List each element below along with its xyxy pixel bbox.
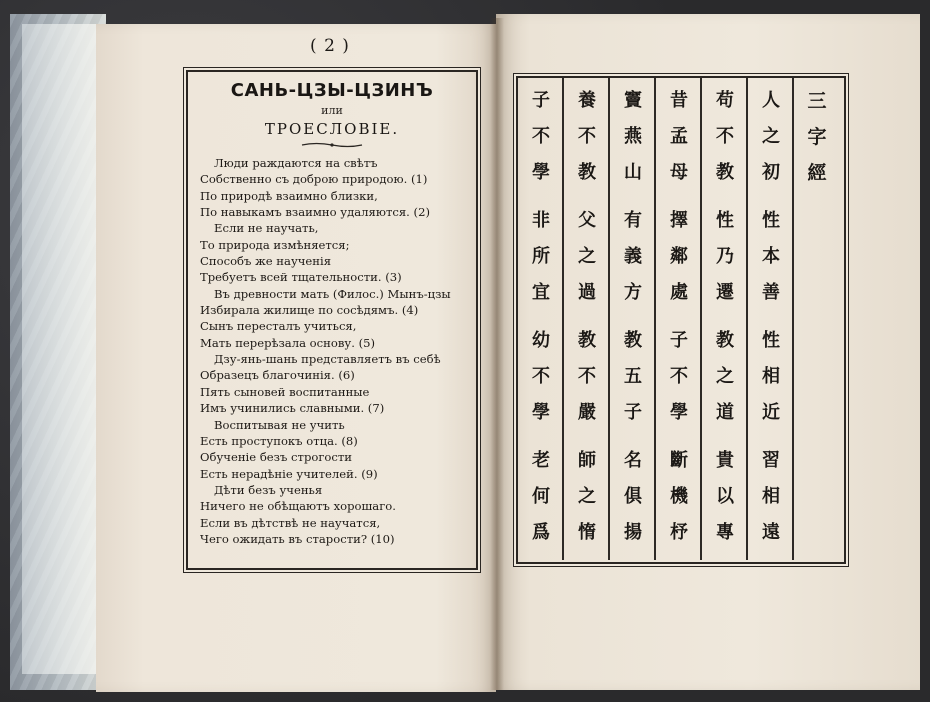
chinese-character: 乃 bbox=[716, 246, 734, 267]
chinese-character: 性 bbox=[762, 210, 780, 231]
verse-line: Ничего не обѣщаютъ хорошаго. bbox=[200, 499, 396, 514]
verse-line: Сынъ пересталъ учиться, bbox=[200, 319, 357, 334]
chinese-character: 苟 bbox=[716, 90, 734, 111]
endpaper-sheet bbox=[22, 24, 106, 674]
verse-line: Въ древности мать (Филос.) Мынъ-цзы bbox=[214, 286, 451, 301]
chinese-character: 教 bbox=[716, 162, 734, 183]
book-gutter bbox=[490, 18, 504, 690]
chinese-character: 不 bbox=[532, 126, 550, 147]
chinese-character: 子 bbox=[624, 402, 642, 423]
chinese-character: 之 bbox=[578, 486, 596, 507]
chinese-character: 養 bbox=[578, 90, 596, 111]
verse-line: Имъ учинились славными. (7) bbox=[200, 401, 385, 416]
chinese-character: 學 bbox=[532, 402, 550, 423]
chinese-character: 教 bbox=[578, 162, 596, 183]
page-subtitle: ТРОЕСЛОВІЕ. bbox=[264, 120, 400, 138]
chinese-character: 三 bbox=[807, 90, 827, 112]
chinese-character: 初 bbox=[762, 162, 780, 183]
chinese-character: 竇 bbox=[624, 90, 642, 111]
chinese-character: 所 bbox=[532, 246, 550, 267]
verse-line: Чего ожидать въ старости? (10) bbox=[200, 531, 395, 546]
chinese-character: 經 bbox=[807, 162, 827, 184]
chinese-character: 機 bbox=[670, 486, 688, 507]
chinese-character: 宜 bbox=[532, 282, 550, 303]
title-conjunction: или bbox=[321, 104, 343, 117]
chinese-character: 嚴 bbox=[578, 402, 596, 423]
chinese-character: 幼 bbox=[532, 330, 550, 351]
verse-line: Способъ же наученія bbox=[200, 254, 332, 269]
chinese-character: 老 bbox=[532, 450, 550, 471]
chinese-character: 字 bbox=[807, 126, 827, 148]
chinese-character: 方 bbox=[624, 282, 642, 303]
verse-line: Если не научать, bbox=[214, 221, 319, 236]
chinese-character: 之 bbox=[716, 366, 734, 387]
chinese-character: 過 bbox=[578, 282, 596, 303]
chinese-character: 遠 bbox=[762, 522, 780, 543]
text-column bbox=[564, 86, 610, 556]
verse-line: Дѣти безъ ученья bbox=[214, 482, 323, 497]
text-column bbox=[518, 86, 564, 556]
chinese-character: 教 bbox=[716, 330, 734, 351]
chinese-character: 性 bbox=[762, 330, 780, 351]
chinese-character: 相 bbox=[762, 486, 780, 507]
chinese-character: 山 bbox=[624, 162, 642, 183]
chinese-character: 子 bbox=[670, 330, 688, 351]
verse-line: То природа измѣняется; bbox=[200, 237, 350, 252]
chinese-character: 不 bbox=[578, 366, 596, 387]
chinese-character: 昔 bbox=[670, 90, 688, 111]
title-ornament bbox=[300, 142, 364, 148]
verse-line: Воспитывая не учить bbox=[214, 417, 345, 432]
chinese-character: 揚 bbox=[624, 522, 642, 543]
chinese-character: 遷 bbox=[716, 282, 734, 303]
chinese-character: 處 bbox=[670, 282, 688, 303]
chinese-character: 爲 bbox=[532, 522, 550, 543]
chinese-character: 學 bbox=[670, 402, 688, 423]
chinese-character: 父 bbox=[578, 210, 596, 231]
chinese-character: 教 bbox=[624, 330, 642, 351]
verse-line: Дзу-янь-шань представляетъ въ себѣ bbox=[214, 352, 441, 367]
chinese-character: 之 bbox=[578, 246, 596, 267]
verse-line: Есть нерадѣніе учителей. (9) bbox=[200, 466, 378, 481]
verse-line: Обученіе безъ строгости bbox=[200, 450, 353, 465]
page-title: САНЬ-ЦЗЫ-ЦЗИНЪ bbox=[230, 80, 434, 101]
chinese-character: 子 bbox=[532, 90, 550, 111]
text-column bbox=[610, 86, 656, 556]
verse-line: По природѣ взаимно близки, bbox=[200, 188, 378, 203]
chinese-character: 以 bbox=[716, 486, 734, 507]
chinese-character: 本 bbox=[762, 246, 780, 267]
chinese-character: 惰 bbox=[578, 522, 596, 543]
chinese-character: 燕 bbox=[624, 126, 642, 147]
chinese-character: 性 bbox=[716, 210, 734, 231]
chinese-character: 貴 bbox=[716, 450, 734, 471]
chinese-character: 不 bbox=[670, 366, 688, 387]
chinese-character: 義 bbox=[624, 246, 642, 267]
verse-line: Требуетъ всей тщательности. (3) bbox=[200, 270, 402, 285]
chinese-character: 五 bbox=[624, 366, 642, 387]
chinese-character: 鄰 bbox=[670, 246, 688, 267]
text-column bbox=[702, 86, 748, 556]
chinese-character: 有 bbox=[624, 210, 642, 231]
chinese-character: 俱 bbox=[624, 486, 642, 507]
chinese-character: 杼 bbox=[670, 522, 688, 543]
page-number: ( 2 ) bbox=[310, 36, 350, 56]
chinese-character: 擇 bbox=[670, 210, 688, 231]
verse-line: Мать перерѣзала основу. (5) bbox=[200, 335, 375, 350]
chinese-character: 不 bbox=[716, 126, 734, 147]
chinese-character: 斷 bbox=[670, 450, 688, 471]
chinese-character: 名 bbox=[624, 450, 642, 471]
chinese-character: 師 bbox=[578, 450, 596, 471]
verse-line: Люди раждаются на свѣтъ bbox=[214, 156, 378, 170]
verse-line: Есть проступокъ отца. (8) bbox=[200, 433, 358, 448]
chinese-character: 教 bbox=[578, 330, 596, 351]
chinese-character: 習 bbox=[762, 450, 780, 471]
chinese-character: 人 bbox=[762, 90, 780, 111]
verse-line: Пять сыновей воспитанные bbox=[200, 384, 370, 399]
verse-line: Собственно съ доброю природою. (1) bbox=[200, 172, 428, 187]
chinese-character: 不 bbox=[532, 366, 550, 387]
text-column bbox=[748, 86, 794, 556]
chinese-character: 不 bbox=[578, 126, 596, 147]
title-column bbox=[794, 86, 840, 556]
chinese-character: 善 bbox=[762, 282, 780, 303]
text-column bbox=[656, 86, 702, 556]
chinese-character: 母 bbox=[670, 162, 688, 183]
chinese-character: 非 bbox=[532, 210, 550, 231]
chinese-character: 之 bbox=[762, 126, 780, 147]
verse-line: Если въ дѣтствѣ не научатся, bbox=[200, 515, 381, 530]
verse-line: По навыкамъ взаимно удаляются. (2) bbox=[200, 205, 430, 220]
chinese-character: 道 bbox=[716, 402, 734, 423]
verse-line: Образецъ благочинія. (6) bbox=[200, 368, 355, 383]
chinese-character: 近 bbox=[762, 402, 780, 423]
verse-text bbox=[200, 155, 470, 547]
chinese-character: 孟 bbox=[670, 126, 688, 147]
chinese-character: 專 bbox=[716, 522, 734, 543]
chinese-character: 相 bbox=[762, 366, 780, 387]
verse-line: Избирала жилище по сосѣдямъ. (4) bbox=[200, 303, 419, 318]
chinese-character: 何 bbox=[532, 486, 550, 507]
chinese-character: 學 bbox=[532, 162, 550, 183]
